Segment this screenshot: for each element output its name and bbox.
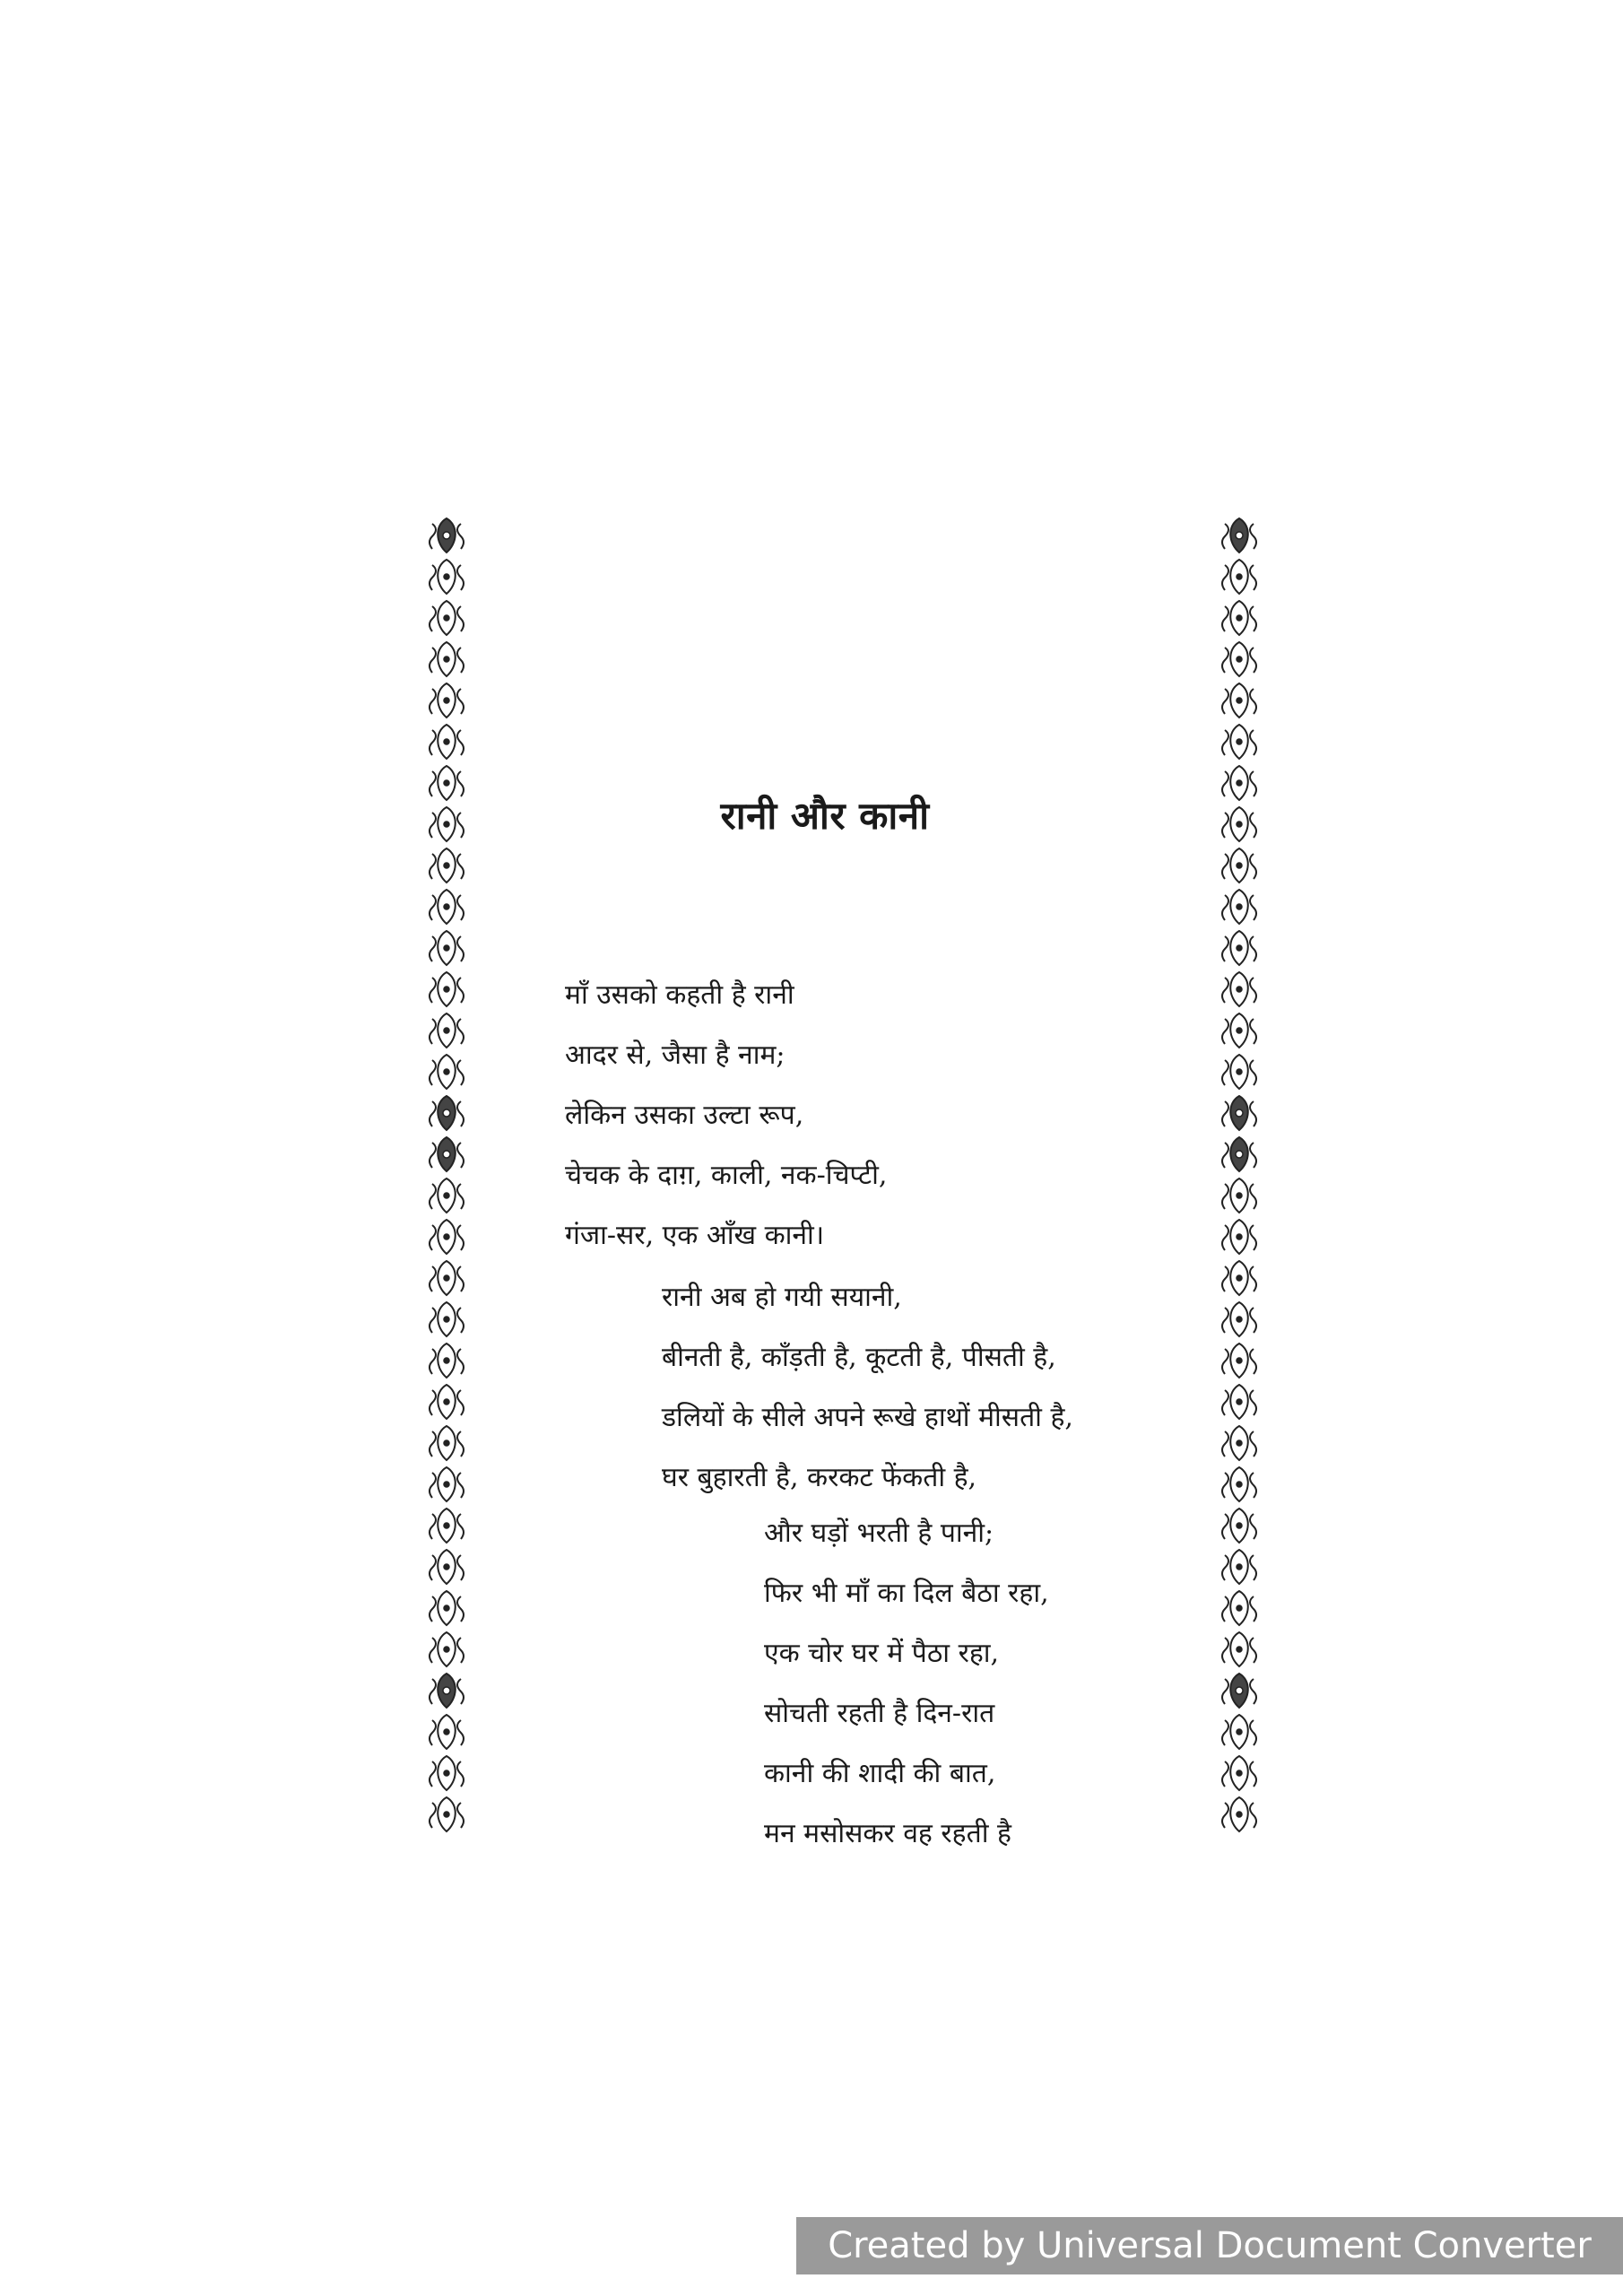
ornament-motif [430, 1591, 464, 1625]
ornament-motif [1222, 1178, 1256, 1213]
ornament-motif [430, 848, 464, 883]
ornament-motif [1222, 766, 1256, 800]
ornament-motif [1222, 1756, 1256, 1790]
poem-line: चेचक के दाग़, काली, नक-चिप्टी, [565, 1160, 888, 1191]
ornament-motif [430, 560, 464, 594]
ornament-motif [430, 1509, 464, 1543]
ornament-motif [430, 1467, 464, 1501]
watermark-banner: Created by Universal Document Converter [796, 2217, 1623, 2274]
ornament-motif [1222, 1261, 1256, 1295]
ornament-motif [430, 931, 464, 965]
ornament-pattern-right [1219, 513, 1259, 1866]
ornament-motif [430, 972, 464, 1006]
poem-title: रानी और कानी [720, 794, 930, 838]
poem-line: बीनती है, काँड़ती है, कूटती है, पीसती है, [662, 1342, 1056, 1373]
ornament-motif [1222, 1467, 1256, 1501]
ornament-motif [1222, 642, 1256, 676]
ornament-motif [430, 518, 464, 552]
ornament-motif [430, 1797, 464, 1831]
poem-line: फिर भी माँ का दिल बैठा रहा, [764, 1578, 1049, 1609]
poem-line: लेकिन उसका उल्टा रूप, [565, 1100, 804, 1131]
ornament-motif [1222, 1674, 1256, 1708]
ornament-motif [430, 1220, 464, 1254]
ornament-motif [430, 1055, 464, 1089]
ornament-pattern-left [427, 513, 466, 1866]
ornament-motif [1222, 601, 1256, 635]
ornament-motif [430, 1756, 464, 1790]
ornament-motif [430, 1013, 464, 1048]
ornament-motif [1222, 1509, 1256, 1543]
poem-stanza-1 [565, 965, 887, 1265]
poem-line: सोचती रहती है दिन-रात [764, 1698, 995, 1729]
ornament-motif [1222, 1096, 1256, 1130]
ornament-motif [430, 1344, 464, 1378]
poem-line: डलियों के सीले अपने रूखे हाथों मीसती है, [662, 1402, 1073, 1433]
ornament-motif [430, 642, 464, 676]
poem-line: रानी अब हो गयी सयानी, [662, 1282, 902, 1313]
poem-line: आदर से, जैसा है नाम; [565, 1039, 785, 1071]
ornament-motif [430, 766, 464, 800]
ornament-motif [1222, 1137, 1256, 1171]
ornament-motif [430, 1674, 464, 1708]
ornament-motif [1222, 807, 1256, 841]
ornament-motif [1222, 931, 1256, 965]
ornament-motif [430, 1178, 464, 1213]
ornament-motif [430, 807, 464, 841]
ornament-motif [1222, 1426, 1256, 1460]
ornament-motif [1222, 1013, 1256, 1048]
poem-stanza-3 [764, 1503, 1049, 1864]
ornament-motif [1222, 560, 1256, 594]
ornament-motif [430, 1550, 464, 1584]
poem-stanza-2 [662, 1267, 1073, 1508]
ornament-motif [1222, 1344, 1256, 1378]
ornament-motif [1222, 890, 1256, 924]
poem-line: माँ उसको कहती है रानी [565, 979, 794, 1011]
poem-line: गंजा-सर, एक आँख कानी। [565, 1220, 825, 1251]
ornament-motif [430, 1261, 464, 1295]
ornament-motif [430, 1302, 464, 1336]
ornament-motif [1222, 1632, 1256, 1666]
ornament-motif [1222, 1385, 1256, 1419]
ornamental-border-right [1219, 513, 1259, 1866]
ornament-motif [430, 1426, 464, 1460]
ornament-motif [430, 890, 464, 924]
ornament-motif [1222, 1055, 1256, 1089]
ornament-motif [430, 1385, 464, 1419]
ornament-motif [1222, 1550, 1256, 1584]
ornament-motif [1222, 1591, 1256, 1625]
poem-line: घर बुहारती है, करकट फेंकती है, [662, 1462, 977, 1493]
ornament-motif [430, 725, 464, 759]
poem-line: एक चोर घर में पैठा रहा, [764, 1638, 1000, 1669]
ornament-motif [430, 1715, 464, 1749]
poem-line: कानी की शादी की बात, [764, 1758, 996, 1789]
ornament-motif [1222, 848, 1256, 883]
ornament-motif [1222, 518, 1256, 552]
ornament-motif [430, 1096, 464, 1130]
ornament-motif [1222, 1797, 1256, 1831]
ornament-motif [430, 1137, 464, 1171]
ornament-motif [1222, 1302, 1256, 1336]
ornament-motif [1222, 1715, 1256, 1749]
ornamental-border-left [427, 513, 466, 1866]
ornament-motif [430, 1632, 464, 1666]
poem-line: मन मसोसकर वह रहती है [764, 1818, 1011, 1849]
ornament-motif [430, 683, 464, 718]
ornament-motif [1222, 683, 1256, 718]
poem-line: और घड़ों भरती है पानी; [764, 1518, 994, 1549]
ornament-motif [1222, 972, 1256, 1006]
ornament-motif [430, 601, 464, 635]
ornament-motif [1222, 1220, 1256, 1254]
ornament-motif [1222, 725, 1256, 759]
